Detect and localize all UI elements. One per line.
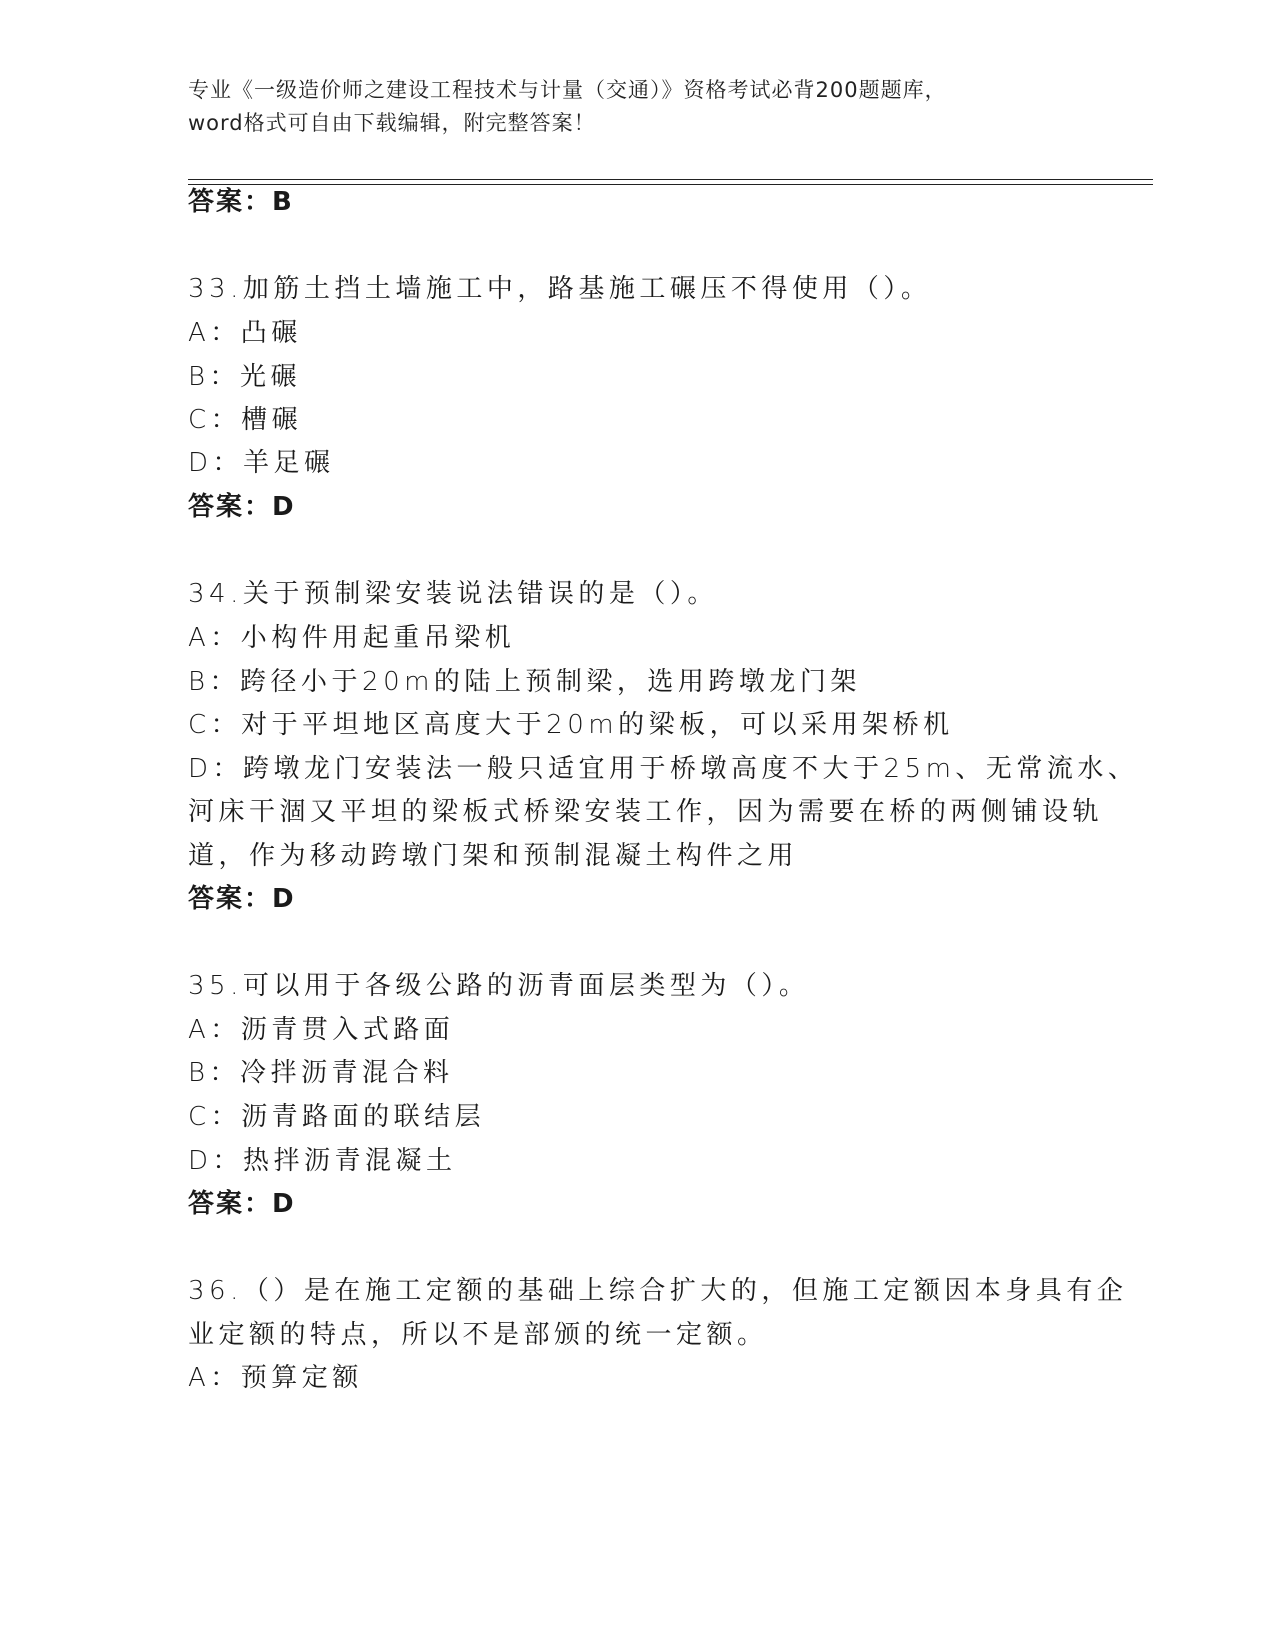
header-title-line-1: 专业《一级造价师之建设工程技术与计量（交通）》资格考试必背200题题库， [188, 78, 947, 102]
question-33-answer: 答案：D [188, 492, 296, 522]
document-header [188, 74, 1088, 140]
question-34-option-c: C：对于平坦地区高度大于20m的梁板，可以采用架桥机 [188, 710, 954, 740]
question-34-option-a: A：小构件用起重吊梁机 [188, 623, 516, 653]
header-divider-top [188, 179, 1153, 180]
question-34-answer: 答案：D [188, 884, 296, 914]
previous-question-answer: 答案：B [188, 187, 294, 217]
question-35-option-a: A：沥青贯入式路面 [188, 1015, 455, 1045]
question-35-text: 35.可以用于各级公路的沥青面层类型为（）。 [188, 971, 810, 1001]
question-35-option-b: B：冷拌沥青混合料 [188, 1058, 454, 1088]
question-36-text-line-2: 业定额的特点，所以不是部颁的统一定额。 [188, 1320, 768, 1350]
question-33-option-c: C：槽碾 [188, 405, 303, 435]
question-34-option-d-line-1: D：跨墩龙门安装法一般只适宜用于桥墩高度不大于25m、无常流水、 [188, 754, 1139, 784]
question-35-option-c: C：沥青路面的联结层 [188, 1102, 486, 1132]
header-divider-bottom [188, 184, 1153, 185]
question-34-option-d-line-3: 道，作为移动跨墩门架和预制混凝土构件之用 [188, 841, 799, 871]
question-35-option-d: D：热拌沥青混凝土 [188, 1146, 457, 1176]
question-33-text: 33.加筋土挡土墙施工中，路基施工碾压不得使用（）。 [188, 274, 932, 304]
question-34-text: 34.关于预制梁安装说法错误的是（）。 [188, 579, 718, 609]
header-title-line-2: word格式可自由下载编辑，附完整答案！ [188, 111, 596, 135]
question-36-text-line-1: 36.（）是在施工定额的基础上综合扩大的，但施工定额因本身具有企 [188, 1276, 1128, 1306]
question-36-option-a: A：预算定额 [188, 1363, 363, 1393]
question-33-option-d: D：羊足碾 [188, 448, 335, 478]
question-34-option-b: B：跨径小于20m的陆上预制梁，选用跨墩龙门架 [188, 667, 861, 697]
question-33-option-b: B：光碾 [188, 362, 302, 392]
question-35-answer: 答案：D [188, 1189, 296, 1219]
question-34-option-d-line-2: 河床干涸又平坦的梁板式桥梁安装工作，因为需要在桥的两侧铺设轨 [188, 797, 1104, 827]
question-33-option-a: A：凸碾 [188, 318, 302, 348]
